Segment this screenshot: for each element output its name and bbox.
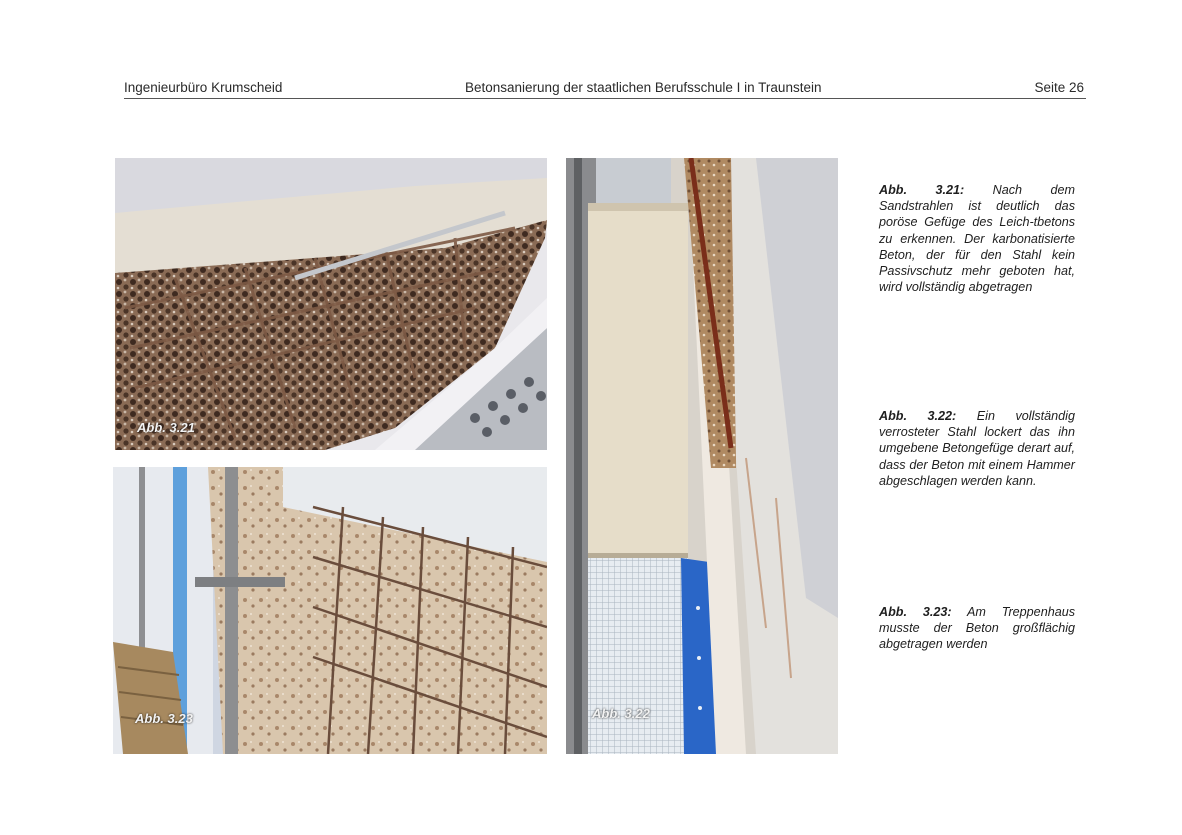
photo-abb-3-21: [115, 158, 547, 450]
photo-label: Abb. 3.22: [592, 706, 650, 721]
photo-abb-3-23: [113, 467, 547, 754]
caption-ref: Abb. 3.23:: [879, 605, 952, 619]
page-header: [124, 80, 1086, 98]
header-project-title: Betonsanierung der staatlichen Berufsschule I in Traunstein: [465, 80, 822, 95]
caption-text: Am Treppenhaus musste der Beton großflächig abgetragen werden: [879, 605, 1076, 652]
header-rule: [124, 98, 1086, 99]
caption-abb-3-23: [879, 604, 1075, 653]
caption-ref: Abb. 3.21:: [879, 183, 965, 197]
photo-label: Abb. 3.21: [137, 420, 195, 435]
caption-abb-3-21: [879, 182, 1075, 295]
header-page-number: Seite 26: [1034, 80, 1084, 95]
photo-abb-3-22: [566, 158, 838, 754]
caption-text: Ein vollständig verrosteter Stahl lockert das ihn umgebene Betongefüge derart auf, dass der Beton mit einem Hammer abgeschlagen werden kann.: [879, 409, 1075, 488]
caption-ref: Abb. 3.22:: [879, 409, 957, 423]
caption-abb-3-22: [879, 408, 1075, 489]
caption-text: Nach dem Sandstrahlen ist deutlich das poröse Gefüge des Leich-tbetons zu erkennen. Der karbonatisierte Beton, der für den Stahl kein Passivschutz mehr geboten hat, wird vollständig abgetragen: [879, 183, 1075, 295]
photo-label: Abb. 3.23: [135, 711, 193, 726]
header-company: Ingenieurbüro Krumscheid: [124, 80, 283, 95]
